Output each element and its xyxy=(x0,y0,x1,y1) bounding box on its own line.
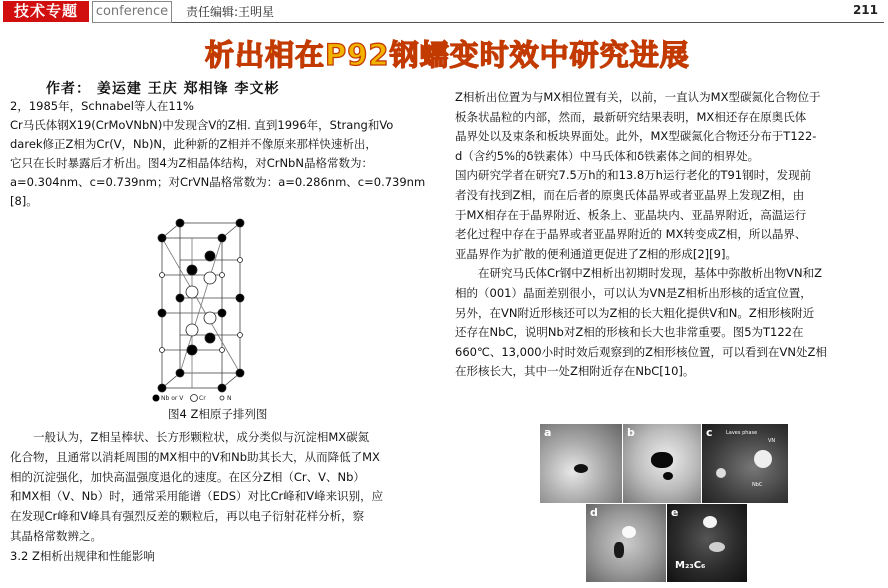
text-line: 晶界处以及束条和板块界面处。此外，MX型碳氮化合物还分布于T122- xyxy=(455,129,817,144)
section-heading: 3.2 Z相析出规律和性能影响 xyxy=(10,548,155,563)
text-line: 660℃、13,000小时时效后观察到的Z相形核位置，可以看到在VN处Z相 xyxy=(455,344,827,359)
text-line: 亚晶界作为扩散的便利通道更促进了Z相的形成[2][9]。 xyxy=(455,246,737,261)
text-line: 者没有找到Z相，而在后者的原奥氏体晶界或者亚晶界上发现Z相，由 xyxy=(455,187,805,202)
text-line: 老化过程中存在于晶界或者亚晶界附近的 MX转变成Z相，所以晶界、 xyxy=(455,227,807,242)
text-line: 板条状晶粒的内部，然而，最新研究结果表明，MX相还存在原奥氏体 xyxy=(455,109,807,124)
text-line: d（含约5%的δ铁素体）中马氏体和δ铁素体之间的相界处。 xyxy=(455,148,760,163)
text-line: 相的（001）晶面差别很小，可以认为VN是Z相析出形核的适宜位置， xyxy=(455,285,812,300)
left-column-lower xyxy=(10,428,445,567)
text-line: Z相析出位置为与MX相位置有关，以前，一直认为MX型碳氮化合物位于 xyxy=(455,90,821,104)
text-line: 其晶格常数辨之。 xyxy=(10,528,102,543)
text-line: 于MX相存在于晶界附近、板条上、亚晶块内、亚晶界附近，高温运行 xyxy=(455,207,807,222)
legend-cr: Cr xyxy=(199,395,206,402)
article-title: 析出相在P92钢蠕变时效中研究进展 xyxy=(205,38,690,72)
annotation-vn: VN xyxy=(768,438,776,444)
micrograph-b xyxy=(623,424,701,503)
text-line: 相的沉淀强化，加快高温强度退化的速度。在区分Z相（Cr、V、Nb） xyxy=(10,469,365,484)
panel-label: d xyxy=(590,506,598,519)
left-column xyxy=(10,97,445,211)
editor-credit: 责任编辑:王明星 xyxy=(186,5,275,19)
header-rule xyxy=(172,22,884,23)
text-line: 在研究马氏体Cr钢中Z相析出初期时发现，基体中弥散析出物VN和Z xyxy=(455,266,822,281)
panel-label: c xyxy=(706,426,713,439)
text-line: 化合物，且通常以消耗周围的MX相中的V和Nb助其长大，从而降低了MX xyxy=(10,449,380,464)
micrograph-a xyxy=(540,424,622,503)
text-line: 在形核长大，其中一处Z相附近存在NbC[10]。 xyxy=(455,364,695,379)
annotation-laves: Laves phase xyxy=(726,430,758,436)
micrograph-d xyxy=(586,504,666,582)
legend-nbv: Nb or V xyxy=(161,395,184,402)
legend-n: N xyxy=(227,395,232,402)
micrograph-c xyxy=(702,424,788,503)
figure-4-caption: 图4 Z相原子排列图 xyxy=(168,407,268,421)
text-line: [8]。 xyxy=(10,194,38,208)
panel-label: b xyxy=(627,426,635,439)
text-line: 在发现Cr峰和V峰具有强烈反差的颗粒后，再以电子衍射花样分析，察 xyxy=(10,509,365,524)
article-authors: 作者： 姜运建 王庆 郑相锋 李文彬 xyxy=(46,81,280,97)
annotation-m23c6: M₂₃C₆ xyxy=(675,560,706,571)
page-header xyxy=(0,0,888,24)
text-line: darek修正Z相为Cr(V，Nb)N，此种新的Z相并不像原来那样快速析出， xyxy=(10,137,377,151)
conference-label: conference xyxy=(92,1,172,23)
panel-label: e xyxy=(671,506,679,519)
text-line: 和MX相（V、Nb）时，通常采用能谱（EDS）对比Cr峰和V峰来识别，应 xyxy=(10,489,384,504)
text-line: 它只在长时暴露后才析出。图4为Z相晶体结构，对CrNbN晶格常数为： xyxy=(10,156,373,170)
text-line: 2，1985年，Schnabel等人在11% xyxy=(10,99,194,113)
text-line: Cr马氏体钢X19(CrMoVNbN)中发现含V的Z相. 直到1996年，Strang和Vo xyxy=(10,118,394,132)
text-line: 一般认为，Z相呈棒状、长方形颗粒状，成分类似与沉淀相MX碳氮 xyxy=(10,430,370,444)
text-line: 国内研究学者在研究7.5万h的和13.8万h运行老化的T91钢时，发现前 xyxy=(455,168,812,183)
right-column xyxy=(455,88,883,382)
annotation-nbc: NbC xyxy=(752,482,763,488)
figure-4-crystal-structure xyxy=(150,218,260,403)
page-number: 211 xyxy=(852,3,878,17)
text-line: 另外，在VN附近形核还可以为Z相的长大粗化提供V和N。Z相形核附近 xyxy=(455,305,815,320)
panel-label: a xyxy=(544,426,552,439)
text-line: 还存在NbC，说明Nb对Z相的形核和长大也非常重要。图5为T122在 xyxy=(455,325,804,340)
section-tag: 技术专题 xyxy=(3,1,89,22)
micrograph-e xyxy=(667,504,747,582)
text-line: a=0.304nm、c=0.739nm；对CrVN晶格常数为：a=0.286nm、c=0.739nm xyxy=(10,175,426,189)
